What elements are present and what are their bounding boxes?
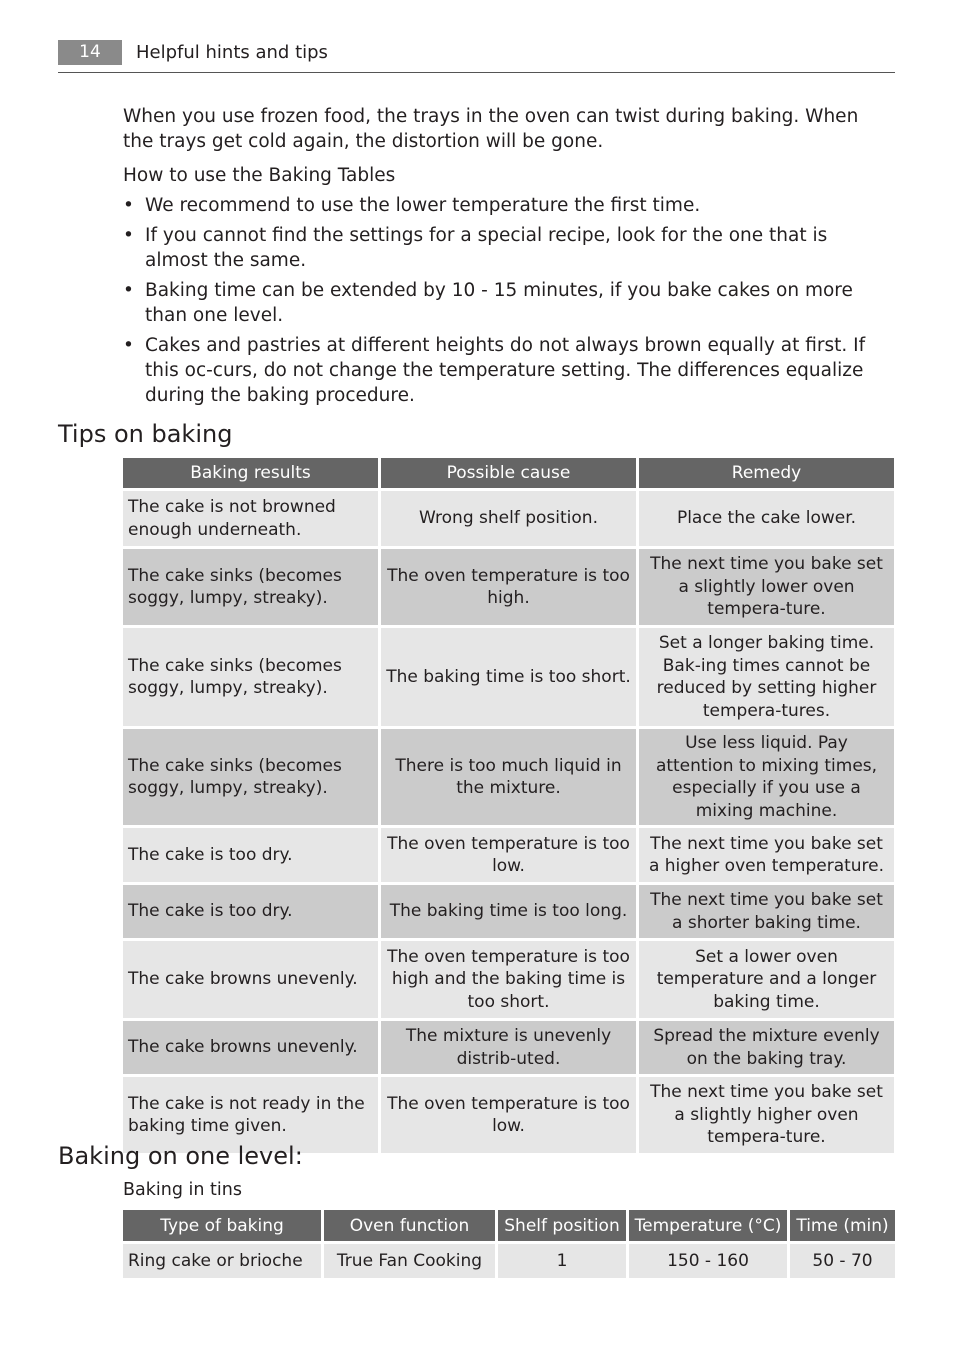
table-cell: The cake browns unevenly. [123, 941, 378, 1018]
page-header [58, 40, 895, 73]
bullet-item: • We recommend to use the lower temperature the first time. [123, 193, 893, 218]
table-row [123, 729, 894, 825]
page-number: 14 [58, 40, 122, 65]
tips-table [120, 455, 897, 1156]
table-cell: The cake is not ready in the baking time given. [123, 1077, 378, 1153]
table-cell: The oven temperature is too high. [381, 549, 636, 625]
table-cell: Place the cake lower. [639, 491, 894, 546]
table-row [123, 628, 894, 726]
table-cell: The next time you bake set a slightly lower oven tempera-ture. [639, 549, 894, 625]
table-cell: The cake browns unevenly. [123, 1021, 378, 1074]
how-to-heading: How to use the Baking Tables [123, 165, 396, 186]
table-cell: The next time you bake set a slightly higher oven tempera-ture. [639, 1077, 894, 1153]
baking-in-tins-subheading: Baking in tins [123, 1180, 242, 1200]
table-cell: 150 - 160 [629, 1244, 787, 1278]
table-row [123, 885, 894, 938]
table-row [123, 549, 894, 625]
table-cell: True Fan Cooking [324, 1244, 495, 1278]
table-cell: The cake sinks (becomes soggy, lumpy, streaky). [123, 549, 378, 625]
table-cell: The baking time is too long. [381, 885, 636, 938]
table-cell: The next time you bake set a higher oven temperature. [639, 828, 894, 882]
column-header: Time (min) [790, 1210, 895, 1241]
table-cell: The next time you bake set a shorter baking time. [639, 885, 894, 938]
table-header-row [123, 458, 894, 488]
table-row [123, 1021, 894, 1074]
column-header: Baking results [123, 458, 378, 488]
column-header: Oven function [324, 1210, 495, 1241]
table-cell: 50 - 70 [790, 1244, 895, 1278]
bullet-item: • Baking time can be extended by 10 - 15 minutes, if you bake cakes on more than one level. [123, 278, 893, 328]
table-cell: The oven temperature is too low. [381, 1077, 636, 1153]
baking-in-tins-table [120, 1207, 898, 1281]
table-cell: Wrong shelf position. [381, 491, 636, 546]
table-header-row [123, 1210, 895, 1241]
running-head: Helpful hints and tips [136, 42, 328, 63]
table-cell: 1 [498, 1244, 626, 1278]
table-cell: The cake sinks (becomes soggy, lumpy, streaky). [123, 628, 378, 726]
one-level-section-title: Baking on one level: [58, 1142, 303, 1170]
column-header: Type of baking [123, 1210, 321, 1241]
table-row [123, 1244, 895, 1278]
table-cell: The cake sinks (becomes soggy, lumpy, streaky). [123, 729, 378, 825]
table-cell: The cake is too dry. [123, 828, 378, 882]
bullet-item: • Cakes and pastries at different heights do not always brown equally at first. If this oc-curs, do not change the temperature setting. The differences equalize during the baking procedure. [123, 333, 893, 408]
table-cell: The cake is too dry. [123, 885, 378, 938]
table-cell: The oven temperature is too low. [381, 828, 636, 882]
column-header: Shelf position [498, 1210, 626, 1241]
intro-paragraph: When you use frozen food, the trays in the oven can twist during baking. When the trays get cold again, the distortion will be gone. [123, 106, 859, 152]
tips-section-title: Tips on baking [58, 420, 233, 448]
column-header: Remedy [639, 458, 894, 488]
table-cell: The baking time is too short. [381, 628, 636, 726]
table-cell: Ring cake or brioche [123, 1244, 321, 1278]
table-cell: Use less liquid. Pay attention to mixing times, especially if you use a mixing machine. [639, 729, 894, 825]
column-header: Possible cause [381, 458, 636, 488]
table-cell: Set a longer baking time. Bak-ing times cannot be reduced by setting higher tempera-tures. [639, 628, 894, 726]
table-cell: Spread the mixture evenly on the baking tray. [639, 1021, 894, 1074]
table-row [123, 941, 894, 1018]
table-row [123, 828, 894, 882]
table-cell: Set a lower oven temperature and a longer baking time. [639, 941, 894, 1018]
bullet-item: • If you cannot find the settings for a special recipe, look for the one that is almost the same. [123, 223, 893, 273]
table-cell: The cake is not browned enough underneath. [123, 491, 378, 546]
table-cell: The oven temperature is too high and the baking time is too short. [381, 941, 636, 1018]
column-header: Temperature (°C) [629, 1210, 787, 1241]
table-cell: There is too much liquid in the mixture. [381, 729, 636, 825]
tips-bullet-list [123, 193, 893, 413]
table-cell: The mixture is unevenly distrib-uted. [381, 1021, 636, 1074]
table-row [123, 491, 894, 546]
